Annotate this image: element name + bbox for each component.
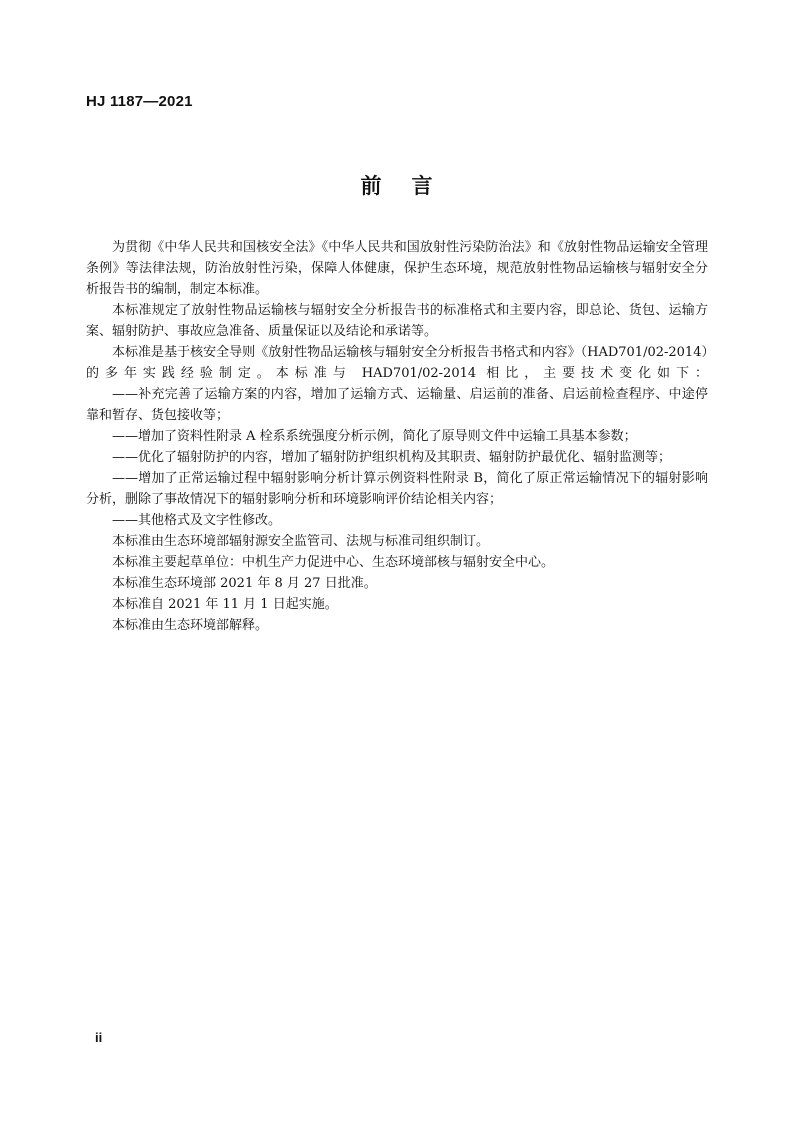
paragraph-interpretation: 本标准由生态环境部解释。 bbox=[112, 618, 269, 633]
page-number: ii bbox=[95, 1030, 103, 1045]
paragraph-approval: 本标准生态环境部 2021 年 8 月 27 日批准。 bbox=[112, 576, 377, 591]
paragraph-effective-date: 本标准自 2021 年 11 月 1 日起实施。 bbox=[112, 597, 338, 612]
list-item-change-5: ——其他格式及文字性修改。 bbox=[112, 513, 282, 528]
paragraph-basis: 本标准是基于核安全导则《放射性物品运输核与辐射安全分析报告书格式和内容》（HAD701/02-2014）的多年实践经验制定。本标准与 HAD701/02-2014 相比，主要技术变化如下： bbox=[86, 345, 708, 381]
list-item-change-2: ——增加了资料性附录 A 栓系系统强度分析示例，简化了原导则文件中运输工具基本参数； bbox=[112, 429, 637, 444]
paragraph-drafters: 本标准主要起草单位：中机生产力促进中心、生态环境部核与辐射安全中心。 bbox=[112, 555, 555, 570]
list-item-change-4: ——增加了正常运输过程中辐射影响分析计算示例资料性附录 B，简化了原正常运输情况下的辐射影响分析，删除了事故情况下的辐射影响分析和环境影响评价结论相关内容； bbox=[86, 471, 708, 507]
list-item-change-3: ——优化了辐射防护的内容，增加了辐射防护组织机构及其职责、辐射防护最优化、辐射监测等； bbox=[112, 450, 672, 465]
paragraph-purpose: 为贯彻《中华人民共和国核安全法》《中华人民共和国放射性污染防治法》和《放射性物品运输安全管理条例》等法律法规，防治放射性污染，保障人体健康，保护生态环境，规范放射性物品运输核与辐射安全分析报告书的编制，制定本标准。 bbox=[86, 240, 708, 297]
list-item-change-1: ——补充完善了运输方案的内容，增加了运输方式、运输量、启运前的准备、启运前检查程序、中途停靠和暂存、货包接收等； bbox=[86, 387, 708, 423]
page-title: 前言 bbox=[360, 174, 463, 198]
standard-code: HJ 1187—2021 bbox=[86, 93, 193, 110]
paragraph-scope: 本标准规定了放射性物品运输核与辐射安全分析报告书的标准格式和主要内容，即总论、货包、运输方案、辐射防护、事故应急准备、质量保证以及结论和承诺等。 bbox=[86, 303, 708, 339]
paragraph-organizer: 本标准由生态环境部辐射源安全监管司、法规与标准司组织制订。 bbox=[112, 534, 490, 549]
foreword-body bbox=[86, 237, 708, 636]
